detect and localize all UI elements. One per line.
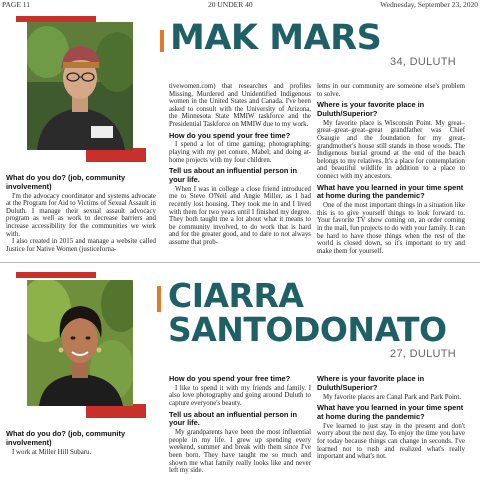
profile1-column-3 [317,83,465,255]
question-favorite-place: Where is your favorite place in Duluth/Superior? [317,100,425,118]
photo-accent-bar-top [16,272,96,278]
section-divider [0,262,480,263]
question-free-time: How do you spend your free time? [169,374,291,383]
answer-text: I work at Miller Hill Subaru. [12,448,92,456]
profile-age-city: 27, DULUTH [390,348,456,360]
question-free-time: How do you spend your free time? [169,130,291,140]
question-influential-person: Tell us about an influential person in your life. [169,409,297,428]
answer-text: tivewomen.com) that researches and profiles Missing, Murdered and Unidentified Indigenous women in the United States and Canada. I've been asked to consult with the University of Arizona, the Minnesota State MMIW taskforce and the Presidential Taskforce on MMIW due to my work. [169,83,311,128]
answer-text: lems in our community are someone else's problem to solve. [317,83,465,98]
answer-text: I like to spend it with my friends and family. I also love photography and going around Duluth to capture everyone's beauty. [169,384,311,407]
question-pandemic: What have you learned in your time spent at home during the pandemic? [317,182,464,201]
answer-text: I'm the advocacy coordinator and systems advocate at the Program for Aid to Victims of Sexual Assault in Duluth. I manage their sexual assault advocacy program as well as work to decrease barriers and increase accessibility for the communities we work with. [6,192,156,238]
answer-text: I also created in 2015 and manage a website called Justice for Native Women (justiceforna- [6,238,156,253]
profile-photo-mak-mars [27,22,133,150]
question-influential-person: Tell us about an influential person in your life. [169,166,297,184]
answer-text: My grandparents have been the most influential people in my life. I grew up spending every weekend, summer and break with them since I've been born. They have taught me so much and shown me what family really looks like and never left my side. [169,429,311,475]
section-title: 20 UNDER 40 [208,0,253,9]
issue-date: Wednesday, September 23, 2020 [380,0,478,9]
profile1-column-1 [6,174,156,253]
answer-text: I spend a lot of time gaming; photographing; playing with my pet conure, Mabel; and doing at-home projects with my four children. [169,141,311,164]
profile-name-line-2: SANTODONATO [168,310,447,349]
question-favorite-place: Where is your favorite place in Duluth/Superior? [317,374,425,392]
profile2-column-2 [169,375,311,475]
photo-accent-bar-bottom [86,404,146,418]
page-header [0,0,480,10]
photo-accent-bar-bottom [86,148,146,162]
profile-name: MAK MARS [170,18,382,58]
answer-text: My favorite place is Wisconsin Point. My great–great–great–great–great grandfather was Chief Osaugie and the foundation for my great-grandmother's house still stands in those woods. The Indigenous burial ground at the end of the beach belongs to my relatives. It's a place for contemplation and beautiful wildlife in addition to a place to connect with my ancestors. [317,119,465,180]
answer-text: One of the most important things in a situation like this is to give yourself things to look forward to. Your favorite TV show coming on, an order coming in the mail, fun projects to do with your family. It can be hard to have those things when the rest of the world is closed down, so it's important to try and make them for yourself. [317,202,465,255]
profile-age-city: 34, DULUTH [390,56,456,68]
profile2-column-1 [6,430,156,456]
question-job: What do you do? (job, community involvement) [6,429,126,447]
name-accent-bar [157,286,161,312]
question-pandemic: What have you learned in your time spent at home during the pandemic? [317,403,464,421]
answer-text: When I was in college a close friend introduced me to Steve O'Neil and Angie Miller, as I had recently lost housing. They took me in and I lived with them for two years until I finished my degree. They both taught me a lot about what it means to be community involved, to do work that is hard and for the greater good, and to dare to not always assume that prob- [169,185,311,246]
page-number: PAGE 11 [2,0,30,9]
question-job: What do you do? (job, community involvement) [6,173,126,191]
answer-text: I've learned to just stay in the present and don't worry about the next day. To enjoy the time you have for today because things can change in seconds. I've learned not to rush and realized what's really important and what's not. [317,422,465,461]
profile-photo-ciarra-santodonato [27,280,133,406]
answer-text: My favorite places are Canal Park and Park Point. [323,393,461,401]
name-accent-bar [160,30,164,52]
profile1-column-2 [169,83,311,246]
profile-name-line-1: CIARRA [168,276,304,315]
profile2-column-3 [317,375,465,461]
